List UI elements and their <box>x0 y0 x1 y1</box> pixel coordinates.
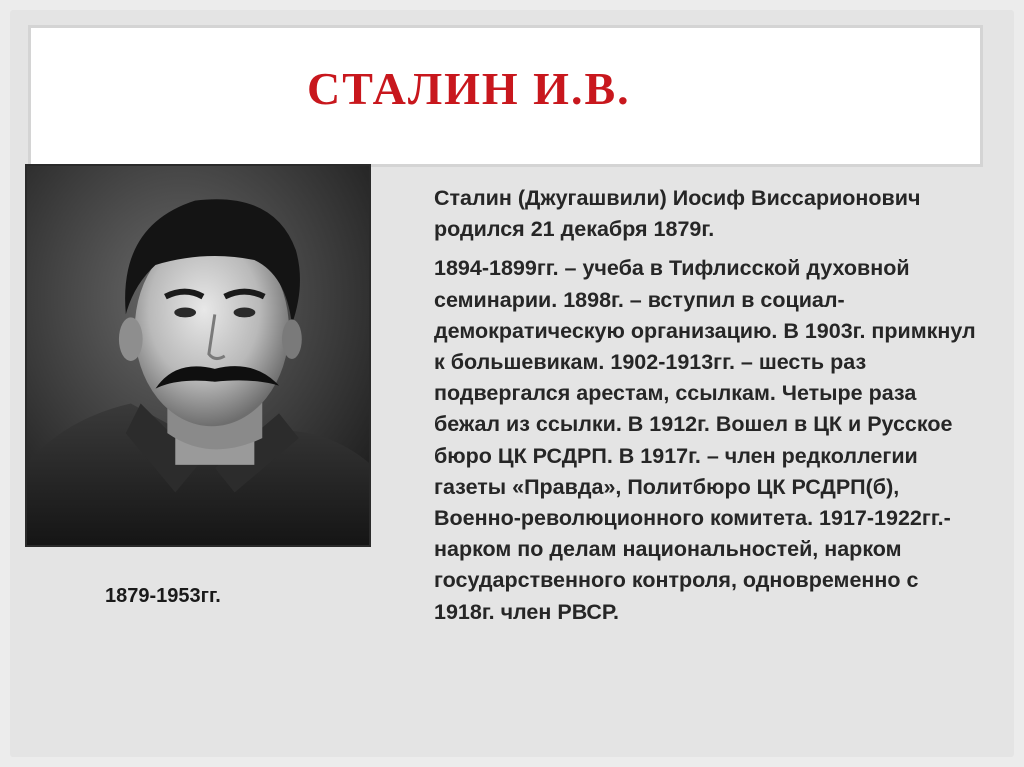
portrait-image <box>27 166 369 545</box>
slide-title: СТАЛИН И.В. <box>307 63 631 114</box>
life-years: 1879-1953гг. <box>105 585 221 607</box>
bio-paragraph: 1894-1899гг. – учеба в Тифлисской духовной семинарии. 1898г. – вступил в социал-демократическую организацию. В 1903г. примкнул к большевикам. 1902-1913гг. – шесть раз подвергался арестам, ссылкам. Четыре раза бежал из ссылки. В 1912г. Вошел в ЦК и Русское бюро ЦК РСДРП. В 1917г. – член редколлегии газеты «Правда», Политбюро ЦК РСДРП(б), Военно-революционного комитета. 1917-1922гг.-нарком по делам национальностей, нарком государственного контроля, одновременно с 1918г. член РВСР. <box>434 256 976 624</box>
bio-paragraph: Сталин (Джугашвили) Иосиф Виссарионович родился 21 декабря 1879г. <box>434 186 921 242</box>
portrait-photo <box>25 164 371 547</box>
biography-text <box>434 183 979 628</box>
